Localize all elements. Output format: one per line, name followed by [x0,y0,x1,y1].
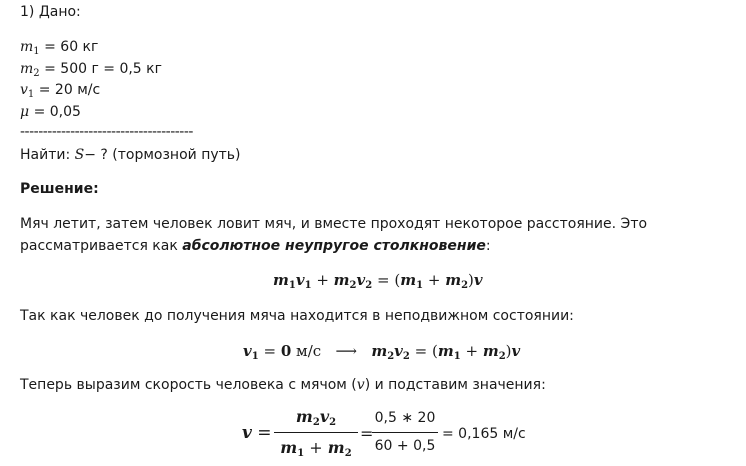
solution-para1-line2 [20,237,491,255]
eq3-lhs: v = [242,423,272,443]
given-v1: $v_1 = 20$ м/с [20,82,101,100]
eq3-frac2-den: 60 + 0,5 [374,438,436,454]
eq3-equals: = [360,424,374,443]
given-v1-value: = 20 м/с [38,82,101,98]
solution-para1-line1: Мяч летит, затем человек ловит мяч, и вместе проходят некоторое расстояние. Это [20,216,648,232]
para3-end: ) и подставим значения: [364,377,546,393]
given-header: 1) Дано: [20,4,81,20]
momentum-equation: $m_1v_1 + m_2v_2 = (m_1 + m_2)v$ [273,271,483,291]
arrow-icon: ⟶ [335,342,357,360]
eq3-frac2-num: 0,5 ∗ 20 [374,410,436,426]
eq2-unit: м/с [296,342,322,360]
eq3-frac1-den: $m_1 + m_2$ [280,438,352,459]
para1-line2-end: : [485,238,491,254]
eq2-zero: 0 [280,342,292,360]
given-m1-value: = 60 кг [44,39,99,55]
given-mu: μ = 0,05 [20,104,81,120]
solution-header: Решение: [20,181,99,197]
given-mu-value: = 0,05 [33,104,81,120]
solution-para3 [20,376,546,394]
given-m1: $m_1 = 60$ кг [20,39,99,57]
given-m2: $m_2 = 500$ г = 0,5 кг [20,61,162,79]
eq3-frac1-num: $m_2v_2$ [295,407,337,428]
solution-para2: Так как человек до получения мяча находится в неподвижном состоянии: [20,308,574,324]
rest-equation: $v_1 = 0$ м/с ⟶ $m_2v_2 = (m_1 + m_2)v$ [243,342,521,362]
para1-line2-start: рассматривается как [20,238,183,254]
para3-var: v [356,377,365,393]
find-line [20,146,241,164]
eq3-frac1-bar [274,432,358,433]
para3-start: Теперь выразим скорость человека с мячом ( [20,377,357,393]
find-prefix: Найти: [20,147,75,163]
para1-emphasis: абсолютное неупругое столкновение [182,238,486,254]
find-var: S [74,147,85,163]
eq3-frac2-bar [372,432,438,433]
find-suffix: − ? (тормозной путь) [84,147,241,163]
given-m2-value: = 500 г = 0,5 кг [44,61,162,77]
eq3-result: = 0,165 м/с [442,426,526,442]
given-separator: -------------------------------------- [20,124,193,140]
